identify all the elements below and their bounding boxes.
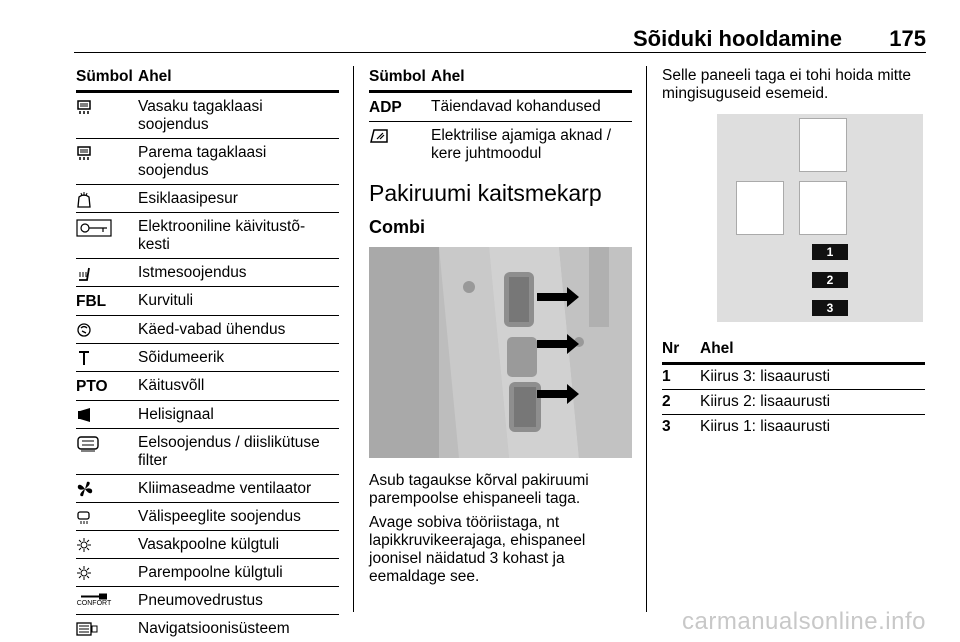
table-row xyxy=(369,122,632,167)
circuit-description: Navigatsioonisüsteem xyxy=(138,620,290,637)
circuit-description: Helisignaal xyxy=(138,406,214,423)
table-row xyxy=(76,429,339,475)
fuse-slot xyxy=(736,181,784,235)
power-window-icon xyxy=(369,127,431,163)
fuse-slot xyxy=(799,181,847,235)
comfort-suspension-icon xyxy=(76,592,138,610)
side-light-right-icon xyxy=(76,564,138,582)
table-row xyxy=(76,615,339,642)
column-divider-right xyxy=(646,66,647,612)
table-row xyxy=(76,475,339,503)
circuit-description: Kiirus 2: lisaaurusti xyxy=(700,393,831,410)
fuse-table xyxy=(662,340,925,439)
symbol-code: PTO xyxy=(76,378,108,395)
circuit-description: Vasakpoolne külgtuli xyxy=(138,536,280,553)
circuit-description: Välispeeglite soojendus xyxy=(138,508,301,525)
circuit-description: Kurvituli xyxy=(138,292,194,309)
table-row xyxy=(76,401,339,429)
circuit-description: Esiklaasipesur xyxy=(138,190,238,207)
page-number: 175 xyxy=(889,26,926,51)
circuit-description: Kliimaseadme ventilaator xyxy=(138,480,312,497)
page-header xyxy=(74,26,926,50)
mirror-heat-icon xyxy=(76,508,138,526)
hands-free-icon xyxy=(76,321,138,339)
trunk-panel-photo xyxy=(369,247,632,458)
table-row xyxy=(76,185,339,213)
table-row xyxy=(76,259,339,287)
fuse-number: 2 xyxy=(662,393,671,410)
col-symbol-header: Sümbol xyxy=(76,68,133,85)
table-row xyxy=(76,287,339,316)
table-row xyxy=(76,587,339,615)
fan-icon xyxy=(76,480,138,498)
column-divider-left xyxy=(353,66,354,612)
circuit-description: Kiirus 1: lisaaurusti xyxy=(700,418,831,435)
col-symbol-header: Sümbol xyxy=(369,68,426,85)
side-light-left-icon xyxy=(76,536,138,554)
fuse-slot xyxy=(799,118,847,172)
section-subtitle: Combi xyxy=(369,217,425,237)
symbol-code: FBL xyxy=(76,293,107,310)
symbol-table-middle xyxy=(369,68,632,167)
circuit-description: Elektrooniline käivitustõ- kesti xyxy=(138,218,306,253)
circuit-description: Käitusvõll xyxy=(138,377,205,394)
table-header xyxy=(76,68,339,93)
comfort-label: CONFORT xyxy=(76,600,112,607)
table-row xyxy=(369,93,632,122)
tachograph-icon xyxy=(76,349,138,367)
table-row xyxy=(76,559,339,587)
horn-icon xyxy=(76,406,138,424)
page-title: Sõiduki hooldamine xyxy=(632,26,842,51)
circuit-description: Parema tagaklaasi soojendus xyxy=(138,144,267,179)
table-row xyxy=(662,390,925,415)
fuse-number: 1 xyxy=(662,368,671,385)
table-row xyxy=(76,372,339,401)
seat-heater-icon xyxy=(76,264,138,282)
table-header xyxy=(369,68,632,93)
circuit-description: Täiendavad kohandused xyxy=(431,98,601,115)
circuit-description: Elektrilise ajamiga aknad / kere juhtmoodul xyxy=(431,127,612,162)
table-row xyxy=(76,503,339,531)
windscreen-washer-icon xyxy=(76,190,138,208)
circuit-description: Käed-vabad ühendus xyxy=(138,321,286,338)
table-row xyxy=(76,213,339,259)
table-row xyxy=(76,139,339,185)
fuse-number: 3 xyxy=(662,418,671,435)
col-circuit-header: Ahel xyxy=(431,68,465,85)
warning-paragraph: Selle paneeli taga ei tohi hoida mitte mingisuguseid esemeid. xyxy=(662,67,912,102)
fuse-label-1: 1 xyxy=(812,244,848,260)
circuit-description: Sõidumeerik xyxy=(138,349,225,366)
circuit-description: Kiirus 3: lisaaurusti xyxy=(700,368,831,385)
diesel-filter-heater-icon xyxy=(76,434,138,470)
rear-window-heat-left-icon xyxy=(76,98,138,134)
rear-window-heat-right-icon xyxy=(76,144,138,180)
circuit-description: Vasaku tagaklaasi soojendus xyxy=(138,98,263,133)
section-title: Pakiruumi kaitsmekarp xyxy=(369,180,602,206)
symbol-table-left xyxy=(76,68,339,642)
table-row xyxy=(76,93,339,139)
table-header xyxy=(662,340,925,365)
fuse-label-2: 2 xyxy=(812,272,848,288)
circuit-description: Pneumovedrustus xyxy=(138,592,263,609)
table-row xyxy=(662,415,925,439)
table-row xyxy=(76,344,339,372)
watermark: carmanualsonline.info xyxy=(682,608,926,635)
col-circuit-header: Ahel xyxy=(138,68,172,85)
location-paragraph: Asub tagaukse kõrval pakiruumi parempoolse ehispaneeli taga. xyxy=(369,472,589,507)
circuit-description: Parempoolne külgtuli xyxy=(138,564,283,581)
table-row xyxy=(76,316,339,344)
symbol-code: ADP xyxy=(369,99,402,116)
circuit-description: Eelsoojendus / diislikütuse filter xyxy=(138,434,320,469)
table-row xyxy=(662,365,925,390)
circuit-description: Istmesoojendus xyxy=(138,264,247,281)
fuse-box-diagram xyxy=(717,114,923,322)
fuse-label-3: 3 xyxy=(812,300,848,316)
col-circuit-header: Ahel xyxy=(700,340,734,357)
header-rule xyxy=(74,52,926,53)
navigation-icon xyxy=(76,620,138,638)
instruction-paragraph: Avage sobiva tööriistaga, nt lapikkruvikeerajaga, ehispaneel joonisel näidatud 3 kohast ja eemaldage see. xyxy=(369,514,586,585)
immobiliser-icon xyxy=(76,218,138,254)
table-row xyxy=(76,531,339,559)
col-nr-header: Nr xyxy=(662,340,680,357)
